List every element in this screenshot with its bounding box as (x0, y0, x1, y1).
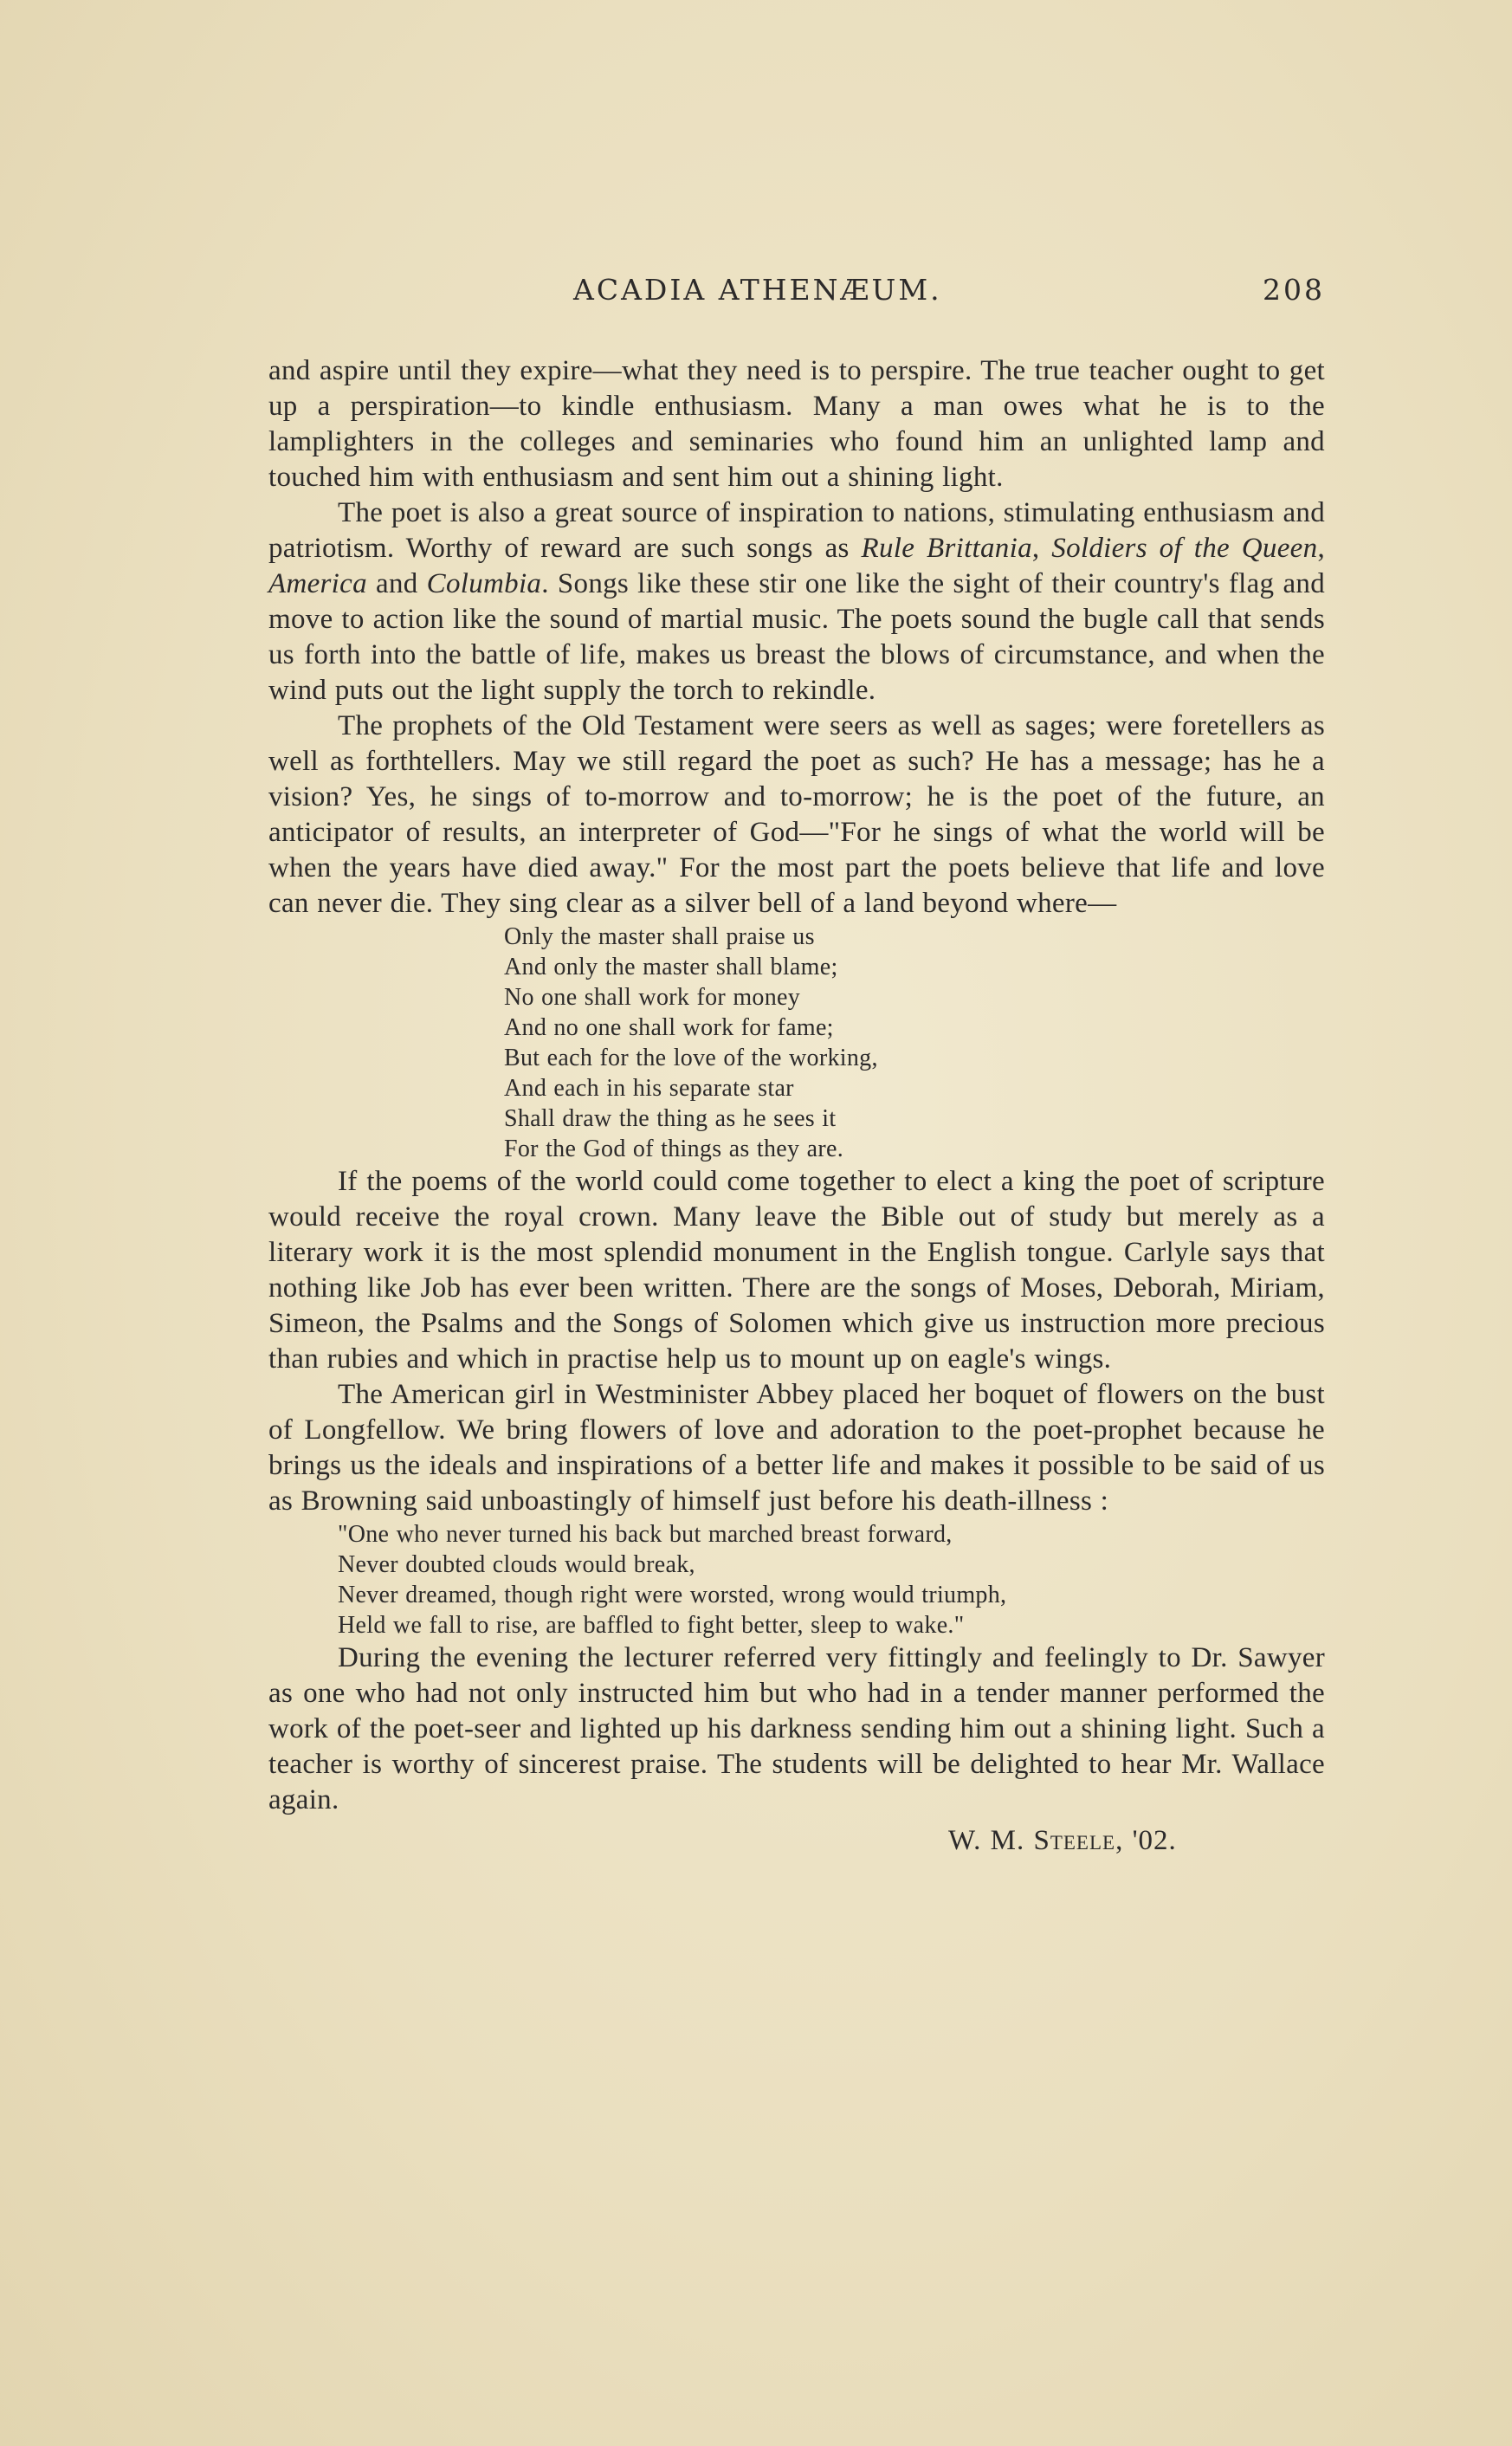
poem-line: For the God of things as they are. (504, 1136, 844, 1162)
poem-browning-quote (268, 1519, 1325, 1640)
poem-line: Held we fall to rise, are baffled to fight better, sleep to wake." (338, 1612, 965, 1639)
poem-line: Only the master shall praise us (504, 923, 815, 950)
running-header (268, 273, 1325, 313)
paragraph-6: During the evening the lecturer referred very fittingly and feelingly to Dr. Sawyer as one who had not only instructed him but who had in a tender manner performed the work of the poet-seer and lighted up his darkness sending him out a shining light. Such a teacher is worthy of sincerest praise. The students will be delighted to hear Mr. Wallace again. (268, 1642, 1325, 1815)
song-title-america: America (268, 568, 367, 599)
song-title-columbia: Columbia (426, 568, 542, 599)
paragraph-2-text-a: The poet is also a great source of inspiration to nations, stimulating enthusiasm and patriotism. Worthy of reward are such songs as (268, 497, 1325, 564)
poem-master-quote (268, 922, 1325, 1164)
signature-surname: Steele (1033, 1825, 1116, 1856)
poem-line: No one shall work for money (504, 984, 801, 1011)
paragraph-1: and aspire until they expire—what they need is to perspire. The true teacher ought to get up a perspiration—to kindle enthusiasm. Many a man owes what he is to the lamplighters in the colleges and seminaries who found him an unlighted lamp and touched him with enthusiasm and sent him out a shining light. (268, 355, 1325, 493)
separator: , (1317, 533, 1325, 564)
poem-line: Shall draw the thing as he sees it (504, 1105, 837, 1132)
page-number: 208 (1263, 273, 1325, 307)
journal-title: ACADIA ATHENÆUM. (573, 273, 942, 307)
paragraph-2-text-b: . Songs like these stir one like the sight of their country's flag and move to action like the sound of martial music. The poets sound the bugle call that sends us forth into the battle of life, makes us breast the blows of circumstance, and when the wind puts out the light supply the torch to rekindle. (268, 568, 1325, 706)
song-title-soldiers-of-the-queen: Soldiers of the Queen (1051, 533, 1318, 564)
article-body (268, 353, 1325, 1859)
separator: , (1031, 533, 1052, 564)
poem-line: And no one shall work for fame; (504, 1014, 834, 1041)
paragraph-2 (268, 495, 1325, 709)
poem-line: Never dreamed, though right were worsted, wrong would triumph, (338, 1582, 1007, 1608)
conjunction: and (366, 568, 427, 599)
signature-year: , '02. (1115, 1825, 1177, 1856)
poem-line: Never doubted clouds would break, (338, 1551, 695, 1578)
poem-line: But each for the love of the working, (504, 1045, 878, 1071)
poem-line: And only the master shall blame; (504, 954, 838, 980)
paragraph-5: The American girl in Westminister Abbey placed her boquet of flowers on the bust of Longfellow. We bring flowers of love and adoration to the poet-prophet because he brings us the ideals and inspirations of a better life and makes it possible to be said of us as Browning said unboastingly of himself just before his death-illness : (268, 1379, 1325, 1517)
poem-line: "One who never turned his back but marched breast forward, (338, 1521, 953, 1548)
paragraph-4: If the poems of the world could come together to elect a king the poet of scripture would receive the royal crown. Many leave the Bible out of study but merely as a literary work it is the most splendid monument in the English tongue. Carlyle says that nothing like Job has ever been written. There are the songs of Moses, Deborah, Miriam, Simeon, the Psalms and the Songs of Solomen which give us instruction more precious than rubies and which in practise help us to mount up on eagle's wings. (268, 1166, 1325, 1375)
paragraph-3: The prophets of the Old Testament were seers as well as sages; were foretellers as well as forthtellers. May we still regard the poet as such? He has a message; has he a vision? Yes, he sings of to-morrow and to-morrow; he is the poet of the future, an anticipator of results, an interpreter of God—"For he sings of what the world will be when the years have died away." For the most part the poets believe that life and love can never die. They sing clear as a silver bell of a land beyond where— (268, 710, 1325, 919)
poem-line: And each in his separate star (504, 1075, 794, 1102)
signature-initials: W. M. (948, 1825, 1034, 1856)
author-signature (268, 1823, 1325, 1859)
song-title-rule-brittania: Rule Brittania (861, 533, 1032, 564)
